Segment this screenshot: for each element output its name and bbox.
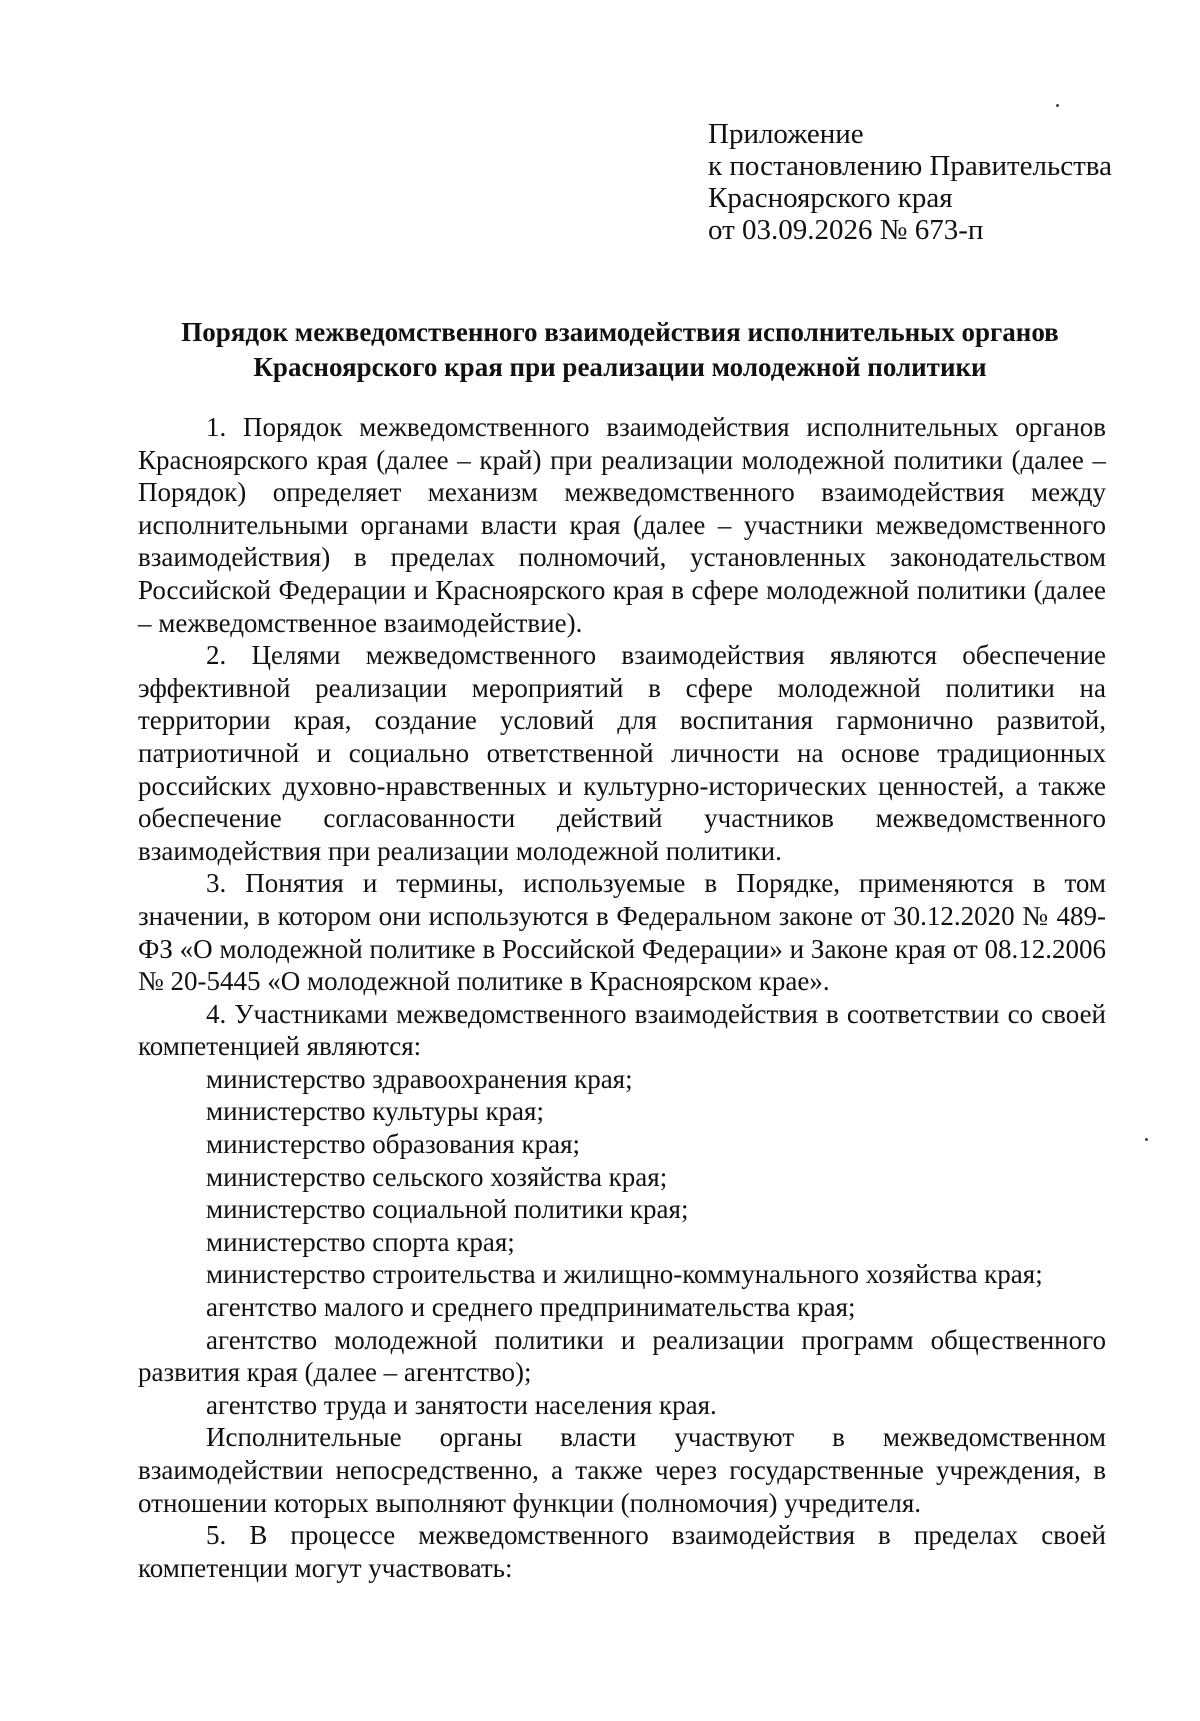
participant-item: агентство труда и занятости населения края.: [206, 1389, 717, 1420]
paragraph-2: 2. Целями межведомственного взаимодействия являются обеспечение эффективной реализации мероприятий в сфере молодежной политики на территории края, создание условий для воспитания гармонично развитой, патриотичной и социально ответственной личности на основе традиционных российских духовно-нравственных и культурно-исторических ценностей, а также обеспечение согласованности действий участников межведомственного взаимодействия при реализации молодежной политики.: [138, 640, 1106, 866]
participant-item: агентство малого и среднего предпринимательства края;: [206, 1292, 856, 1323]
participant-item: агентство молодежной политики и реализации программ общественного развития края (далее – агентство);: [138, 1324, 1106, 1388]
participant-item: министерство образования края;: [206, 1129, 580, 1160]
paragraph-1: 1. Порядок межведомственного взаимодействия исполнительных органов Красноярского края (далее – край) при реализации молодежной политики (далее – Порядок) определяет механизм межведомственного взаимодействия между исполнительными органами власти края (далее – участники межведомственного взаимодействия) в пределах полномочий, установленных законодательством Российской Федерации и Красноярского края в сфере молодежной политики (далее – межведомственное взаимодействие).: [138, 412, 1106, 638]
paragraph-5: 5. В процессе межведомственного взаимодействия в пределах своей компетенции могут участвовать:: [138, 1520, 1106, 1583]
scan-speck: [1145, 1138, 1148, 1141]
participant-item: министерство строительства и жилищно-коммунального хозяйства края;: [206, 1259, 1043, 1290]
participant-item: министерство спорта края;: [206, 1226, 515, 1257]
participant-item: министерство социальной политики края;: [206, 1194, 689, 1225]
document-title: [130, 315, 1110, 385]
paragraph-4: 4. Участниками межведомственного взаимодействия в соответствии со своей компетенцией являются:: [138, 998, 1106, 1062]
participant-item: министерство сельского хозяйства края;: [206, 1161, 668, 1192]
participant-item: министерство здравоохранения края;: [206, 1063, 633, 1094]
title-line: Красноярского края при реализации молодежной политики: [253, 352, 987, 382]
participant-item: министерство культуры края;: [206, 1096, 544, 1127]
appendix-line: Приложение: [708, 118, 864, 150]
paragraph-3: 3. Понятия и термины, используемые в Порядке, применяются в том значении, в котором они используются в Федеральном законе от 30.12.2020 № 489-ФЗ «О молодежной политике в Российской Федерации» и Законе края от 08.12.2006 № 20-5445 «О молодежной политике в Красноярском крае».: [138, 868, 1106, 997]
appendix-date-number: от 03.09.2026 № 673-п: [708, 214, 984, 246]
document-body: [138, 411, 1106, 1584]
title-line: Порядок межведомственного взаимодействия исполнительных органов: [181, 317, 1059, 347]
appendix-line: Красноярского края: [708, 182, 953, 214]
paragraph-4-continuation: Исполнительные органы власти участвуют в межведомственном взаимодействии непосредственно, а также через государственные учреждения, в отношении которых выполняют функции (полномочия) учредителя.: [138, 1422, 1106, 1518]
scan-speck: [1056, 104, 1059, 107]
appendix-line: к постановлению Правительства: [708, 150, 1112, 182]
appendix-block: [708, 118, 1112, 246]
